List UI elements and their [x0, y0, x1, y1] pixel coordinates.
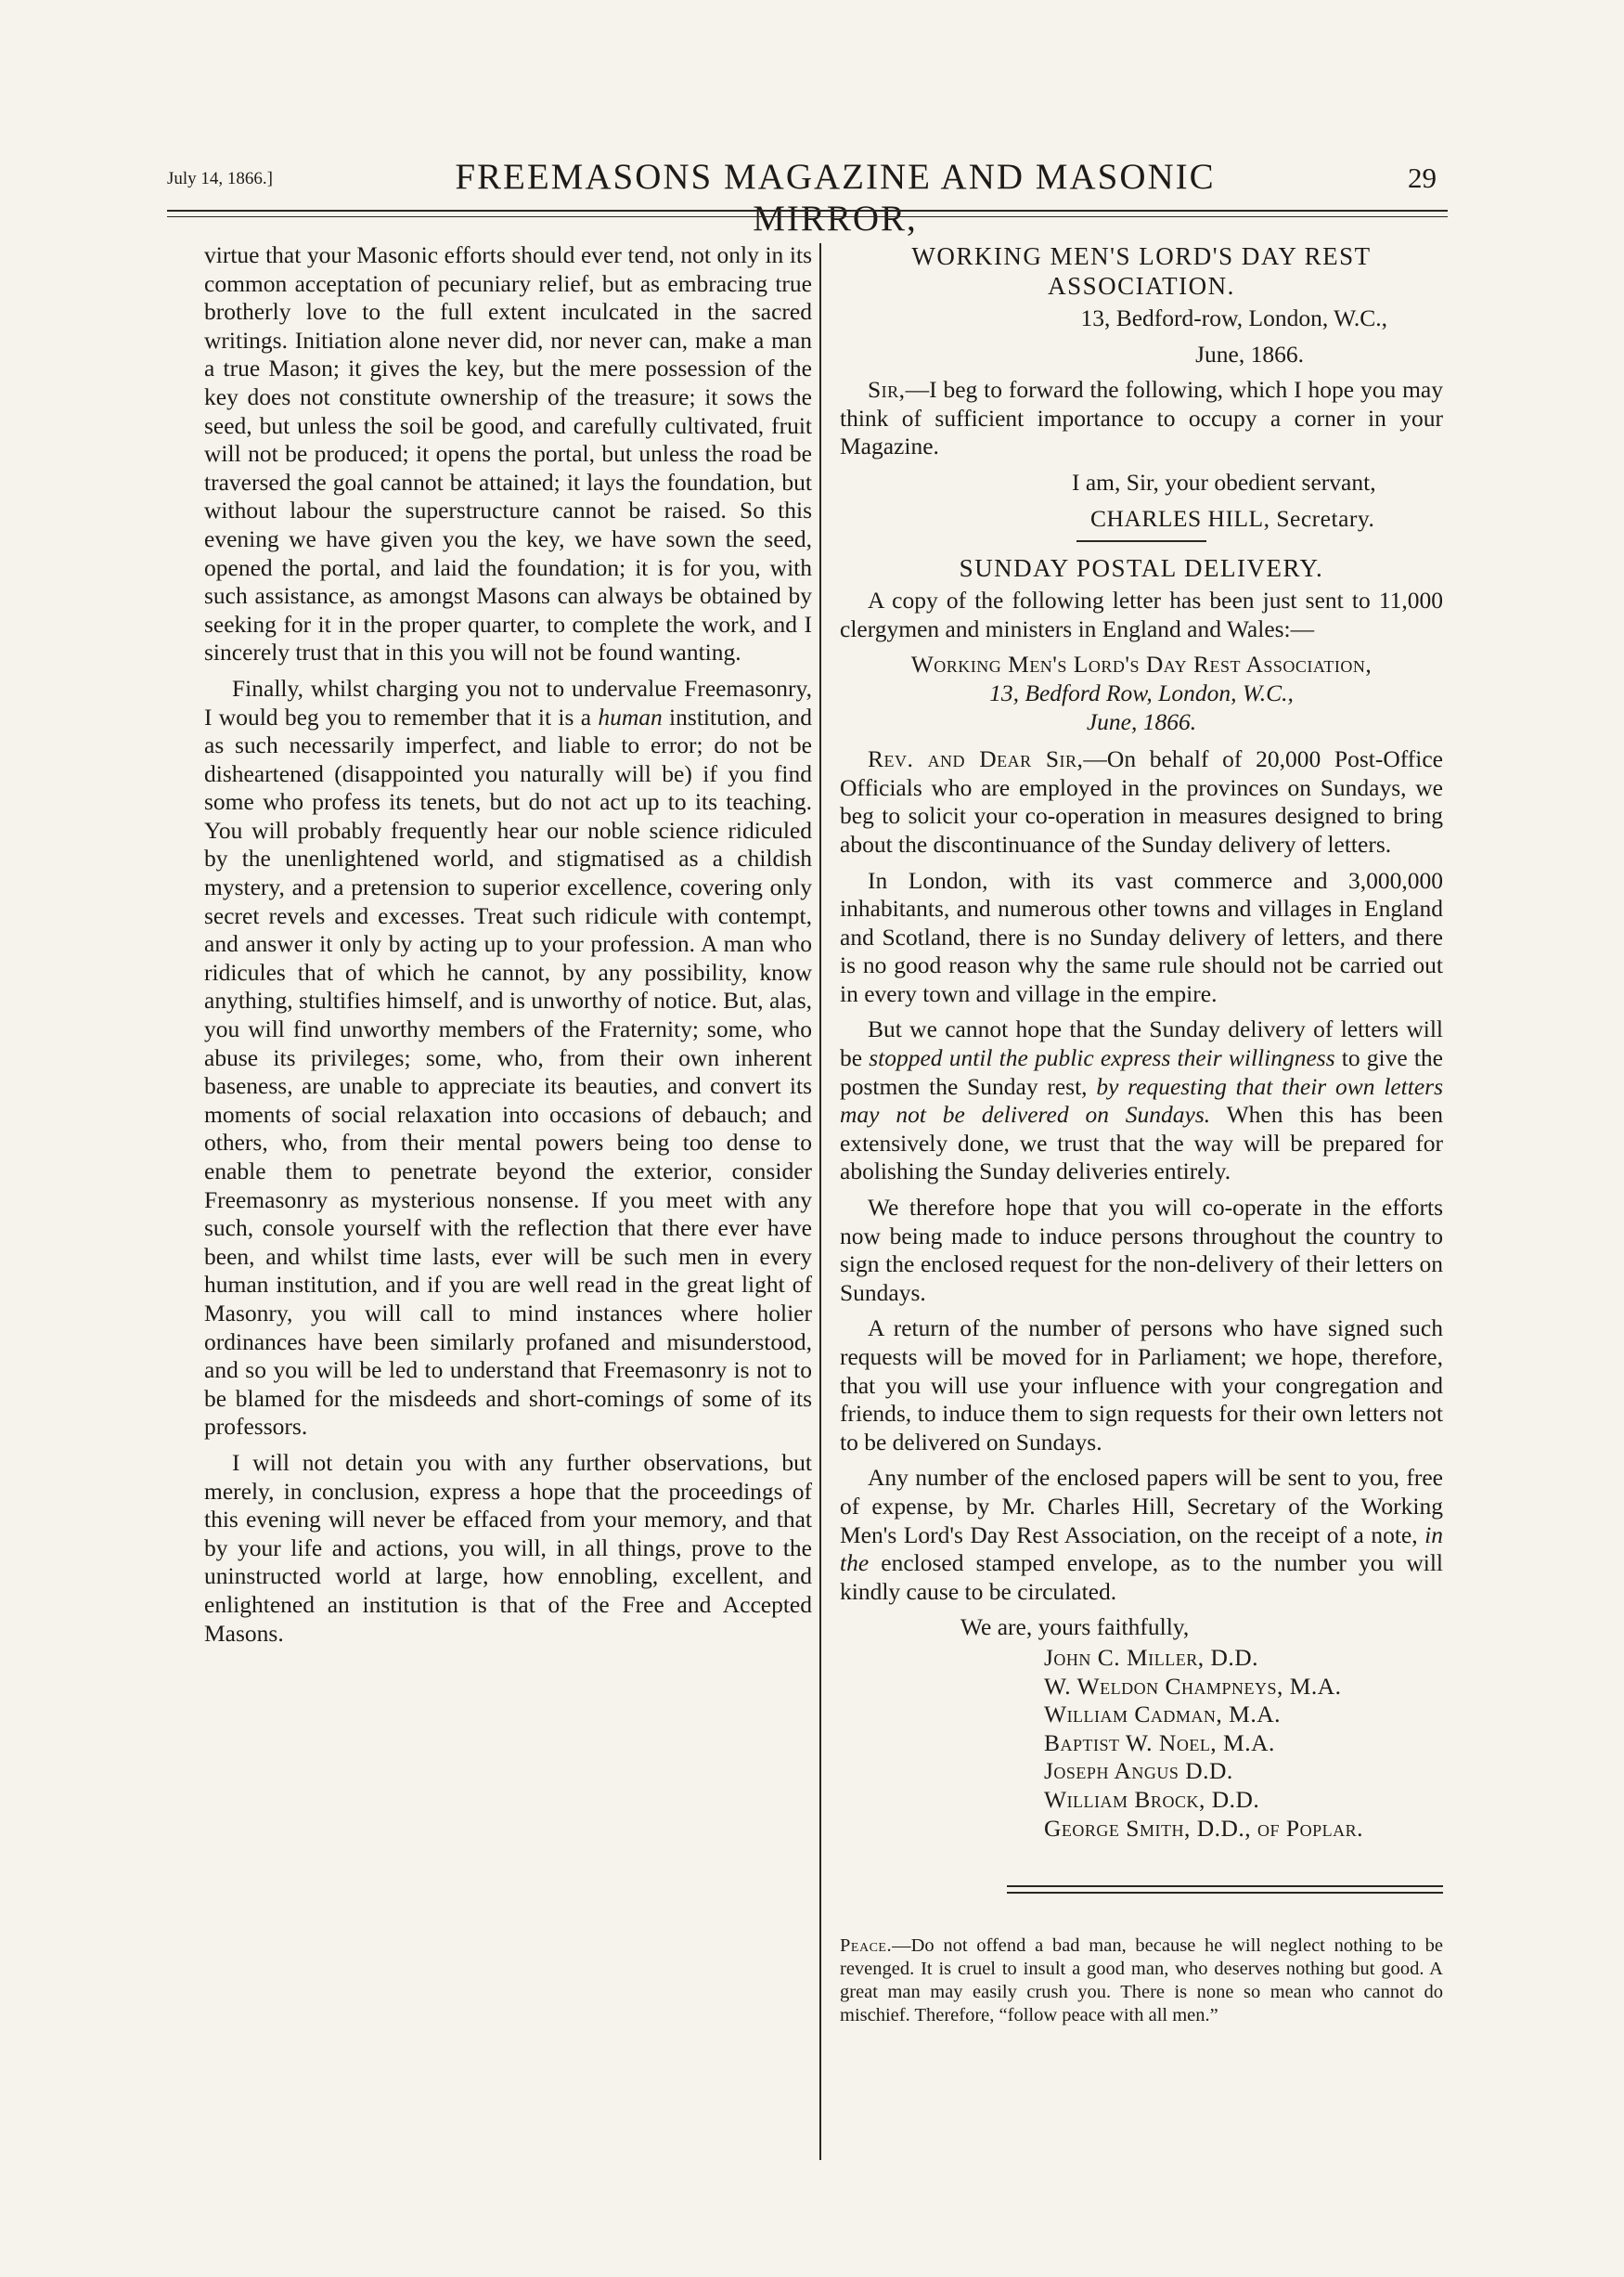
page-header [158, 156, 1448, 239]
italic-text: human [598, 703, 663, 731]
double-rule [1007, 1885, 1443, 1894]
address-line: Working Men's Lord's Day Rest Association, [910, 651, 1373, 679]
paragraph: virtue that your Masonic efforts should ever tend, not only in its common acceptation of pecuniary relief, but as embracing true brotherly love to the full extent inculcated in the sacred writings. Initiation alone never did, nor never can, make a man a true Mason; it gives the key, but the mere possession of the key does not constitute ownership of the treasure; it sows the seed, but unless the soil be good, and carefully cultivated, fruit will not be produced; it opens the portal, but unless the road be traversed the goal cannot be attained; it lays the foundation, but without labour the superstructure cannot be raised. So this evening we have given you the key, we have sown the seed, opened the portal, and laid the foundation; it is for you, with such assistance, as amongst Masons can always be obtained by seeking for it in the proper quarter, to complete the work, and I sincerely trust that in this you will not be found wanting. [204, 241, 812, 666]
paragraph: We therefore hope that you will co-operate in the efforts now being made to induce persons throughout the country to sign the enclosed request for the non-delivery of their letters on Sundays. [840, 1194, 1443, 1306]
text-run: Finally, whilst charging you not to undervalue Freemasonry, I would beg you to remember that it is a [204, 674, 812, 731]
text-run: But we cannot hope that the Sunday delivery of letters will be [840, 1016, 1443, 1072]
signatory: Joseph Angus D.D. [1044, 1757, 1233, 1785]
signatory: William Cadman, M.A. [1044, 1701, 1282, 1728]
text-run: —I beg to forward the following, which I hope you may think of sufficient importance to occupy a corner in your Magazine. [840, 376, 1443, 460]
paragraph [204, 675, 812, 1442]
page-number: 29 [1408, 162, 1437, 194]
peace-note [840, 1934, 1443, 2027]
text-run: —On behalf of 20,000 Post-Office Officials who are employed in the provinces on Sundays, we beg to solicit your co-operation in measures designed to bring about the discontinuance of the Sunday delivery of letters. [840, 745, 1443, 858]
signoff: I am, Sir, your obedient servant, [1072, 468, 1376, 496]
italic-text: by requesting that their own letters may not be delivered on Sundays. [840, 1072, 1443, 1129]
text-run: enclosed stamped envelope, as to the number you will kindly cause to be circulated. [840, 1549, 1443, 1605]
address-line: June, 1866. [1086, 707, 1197, 735]
left-column [204, 241, 812, 1655]
address-line: 13, Bedford Row, London, W.C., [989, 679, 1294, 706]
salutation: Rev. and Dear Sir, [868, 745, 1084, 773]
paragraph: A return of the number of persons who have signed such requests will be moved for in Parliament; we hope, therefore, that you will use your influence with your congregation and friends, to induce them to sign requests for their own letters not to be delivered on Sundays. [840, 1314, 1443, 1455]
note-text: —Do not offend a bad man, because he will neglect nothing to be revenged. It is cruel to insult a good man, who deserves nothing but good. A great man may easily crush you. There is none so mean who cannot do mischief. Therefore, “follow peace with all men.” [840, 1935, 1443, 2026]
column-divider [819, 243, 821, 2160]
text-run: institution, and as such necessarily imperfect, and liable to error; do not be disheartened (disappointed you naturally will be) if you find some who profess its tenets, but do not act up to its teaching. You will probably frequently hear our noble science ridiculed by the unenlightened world, and stigmatised as a childish mystery, and a pretension to superior excellence, covering only secret revels and excesses. Treat such ridicule with contempt, and answer it only by acting up to your profession. A man who ridicules that of which he cannot, by any possibility, know anything, stultifies himself, and is unworthy of notice. But, alas, you will find unworthy members of the Fraternity; some, who abuse its privileges; some, who, from their own inherent baseness, are unable to appreciate its beauties, and convert its moments of social relaxation into occasions of debauch; and others, who, from their mental powers being too dense to enable them to penetrate beyond the exterior, consider Freemasonry as mysterious nonsense. If you meet with any such, console yourself with the reflection that there ever have been, and whilst time lasts, ever will be such men in every human institution, and if you are well read in the great light of Masonry, you will call to mind instances where holier ordinances have been similarly profaned and misunderstood, and so you will be led to understand that Freemasonry is not to be blamed for the misdeeds and short-comings of some of its professors. [204, 703, 812, 1441]
closing: We are, yours faithfully, [960, 1613, 1190, 1641]
italic-text: stopped until the public express their willingness [869, 1044, 1335, 1072]
signatures [840, 1613, 1443, 1843]
header-rule-thin [167, 216, 1448, 217]
italic-text: in the [840, 1520, 1443, 1577]
article-heading: WORKING MEN'S LORD'S DAY REST ASSOCIATION. [911, 242, 1372, 300]
signatory: Baptist W. Noel, M.A. [1044, 1728, 1275, 1756]
right-column [840, 241, 1443, 2027]
paragraph: In London, with its vast commerce and 3,000,000 inhabitants, and numerous other towns and villages in England and Scotland, there is no Sunday delivery of letters, and there is no good reason why the same rule should not be carried out in every town and village in the empire. [840, 866, 1443, 1007]
signatory: George Smith, D.D., of Poplar. [1044, 1814, 1363, 1842]
letter-paragraph [840, 376, 1443, 461]
paragraph: I will not detain you with any further observations, but merely, in conclusion, express a hope that the proceedings of this evening will never be effaced from your memory, and that by your life and actions, you will, in all things, prove to the uninstructed world at large, how ennobling, excellent, and enlightened an institution is that of the Free and Accepted Masons. [204, 1448, 812, 1647]
masthead-title: FREEMASONS MAGAZINE AND MASONIC MIRROR, [455, 157, 1216, 239]
header-rule [167, 210, 1448, 212]
text-run: to give the postmen the Sunday rest, [840, 1044, 1443, 1100]
text-run: When this has been extensively done, we trust that the way will be prepared for abolishing the Sunday deliveries entirely. [840, 1101, 1443, 1185]
paragraph: A copy of the following letter has been just sent to 11,000 clergymen and ministers in England and Wales:— [840, 587, 1443, 642]
signatory: William Brock, D.D. [1044, 1785, 1260, 1813]
address-line: 13, Bedford-row, London, W.C., [1080, 304, 1387, 331]
paragraph [840, 1464, 1443, 1606]
signatory: W. Weldon Champneys, M.A. [1044, 1672, 1342, 1700]
signatory: John C. Miller, D.D. [1044, 1643, 1259, 1671]
paragraph [840, 1016, 1443, 1186]
address-date: June, 1866. [1195, 340, 1304, 368]
salutation: Sir, [868, 376, 906, 404]
article-heading: SUNDAY POSTAL DELIVERY. [959, 554, 1324, 583]
issue-date: July 14, 1866.] [167, 169, 273, 188]
letter-address [840, 651, 1443, 736]
text-run: Any number of the enclosed papers will be sent to you, free of expense, by Mr. Charles Hill, Secretary of the Working Men's Lord's Day Rest Association, on the receipt of a note, [840, 1464, 1443, 1548]
paragraph [840, 745, 1443, 859]
section-rule [1076, 540, 1206, 542]
signoff-name: CHARLES HILL, Secretary. [1090, 504, 1375, 532]
note-label: Peace. [840, 1935, 893, 1957]
